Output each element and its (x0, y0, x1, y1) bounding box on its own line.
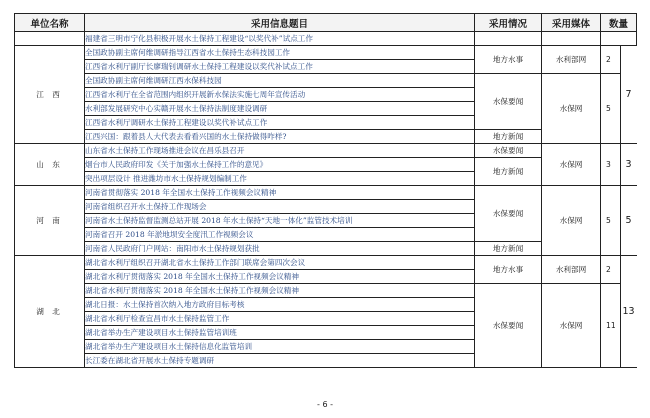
situation-cell: 水保要闻 (475, 74, 542, 130)
table-row (15, 46, 637, 60)
count-cell: 2 (601, 46, 637, 74)
unit-cell-shandong: 山 东 (15, 144, 85, 186)
col-count-header: 数量 (601, 14, 637, 32)
situation-cell: 地方新闻 (475, 242, 542, 256)
count-cell: 5 (601, 74, 637, 144)
situation-cell: 地方新闻 (475, 130, 542, 144)
count-cell: 5 (601, 186, 637, 256)
count-cell: 2 (601, 256, 637, 284)
info-table (14, 13, 637, 368)
title-cell: 湖北省举办生产建设项目水土保持监管培训班 (85, 326, 475, 340)
total-cell-hubei: 13 (620, 256, 637, 367)
count-cell: 11 (601, 284, 637, 368)
title-cell: 江西省水利厅调研水土保持工程建设以奖代补试点工作 (85, 116, 475, 130)
situation-cell: 水保要闻 (475, 144, 542, 158)
title-cell: 河南省贯彻落实 2018 年全国水土保持工作视频会议精神 (85, 186, 475, 200)
title-cell: 突出项层设计 推进潍坊市水土保持规划编制工作 (85, 172, 475, 186)
title-cell: 福建省三明市宁化县积极开展水土保持工程建设“以奖代补”试点工作 (85, 32, 475, 46)
total-cell-jiangxi: 7 (620, 46, 637, 143)
col-unit-header: 单位名称 (15, 14, 85, 32)
unit-cell-hubei: 湖 北 (15, 256, 85, 368)
title-cell: 烟台市人民政府印发《关于加强水土保持工作的意见》 (85, 158, 475, 172)
title-cell: 全国政协副主席何维调研江西水保科技园 (85, 74, 475, 88)
media-cell: 水保网 (542, 144, 601, 186)
situation-cell: 地方水事 (475, 256, 542, 284)
table-row (15, 186, 637, 200)
unit-cell-jiangxi: 江 西 (15, 46, 85, 144)
media-cell: 水保网 (542, 186, 601, 256)
col-situation-header: 采用情况 (475, 14, 542, 32)
title-cell: 河南省召开 2018 年淤地坝安全度汛工作视频会议 (85, 228, 475, 242)
situation-cell: 水保要闻 (475, 186, 542, 242)
title-cell: 湖北省水利厅贯彻落实 2018 年全国水土保持工作视频会议精神 (85, 270, 475, 284)
unit-cell-henan: 河 南 (15, 186, 85, 256)
media-cell: 水利部网 (542, 256, 601, 284)
media-cell: 水保网 (542, 284, 601, 368)
situation-cell: 水保要闻 (475, 284, 542, 368)
situation-cell: 地方水事 (475, 46, 542, 74)
situation-cell: 地方新闻 (475, 158, 542, 186)
table-row (15, 256, 637, 270)
title-cell: 江西省水利厅副厅长廖瑞钊调研水土保持工程建设以奖代补试点工作 (85, 60, 475, 74)
title-cell: 河南省组织召开水土保持工作现场会 (85, 200, 475, 214)
title-cell: 江西兴国：跟着县人大代表去看看兴国的水土保持做得咋样? (85, 130, 475, 144)
header-row (15, 14, 637, 32)
media-cell: 水保网 (542, 74, 601, 144)
total-cell-shandong: 3 (620, 144, 637, 185)
title-cell: 河南省人民政府门户网站：南阳市水土保持规划获批 (85, 242, 475, 256)
title-cell: 全国政协副主席何维调研指导江西省水土保持生态科技园工作 (85, 46, 475, 60)
title-cell: 湖北省水利厅检查宜昌市水土保持监管工作 (85, 312, 475, 326)
title-cell: 湖北省举办生产建设项目水土保持信息化监管培训 (85, 340, 475, 354)
situation-cell (475, 32, 542, 46)
table-row (15, 284, 637, 298)
count-cell: 3 (601, 144, 637, 186)
title-cell: 水利部发展研究中心实赣开展水土保持法制度建设调研 (85, 102, 475, 116)
title-cell: 湖北省水利厅组织召开湖北省水土保持工作部门联席会第四次会议 (85, 256, 475, 270)
media-cell: 水利部网 (542, 46, 601, 74)
table-row (15, 144, 637, 158)
title-cell: 江西省水利厅在全省范围内组织开展新水保法实施七周年宣传活动 (85, 88, 475, 102)
page-number: - 6 - (317, 400, 333, 409)
col-media-header: 采用媒体 (542, 14, 601, 32)
title-cell: 湖北日报：水土保持首次纳入地方政府目标考核 (85, 298, 475, 312)
count-cell (601, 32, 637, 46)
table-row (15, 74, 637, 88)
total-cell-henan: 5 (620, 186, 637, 255)
title-cell: 湖北省水利厅贯彻落实 2018 年全国水土保持工作视频会议精神 (85, 284, 475, 298)
col-title-header: 采用信息题目 (85, 14, 475, 32)
title-cell: 长江委在湖北省开展水土保持专题调研 (85, 354, 475, 368)
table-row (15, 32, 637, 46)
title-cell: 山东省水土保持工作现场推进会议在昌乐县召开 (85, 144, 475, 158)
title-cell: 河南省水土保持监督监测总站开展 2018 年水土保持“天地一体化”监管技术培训 (85, 214, 475, 228)
unit-cell (15, 32, 85, 46)
media-cell (542, 32, 601, 46)
